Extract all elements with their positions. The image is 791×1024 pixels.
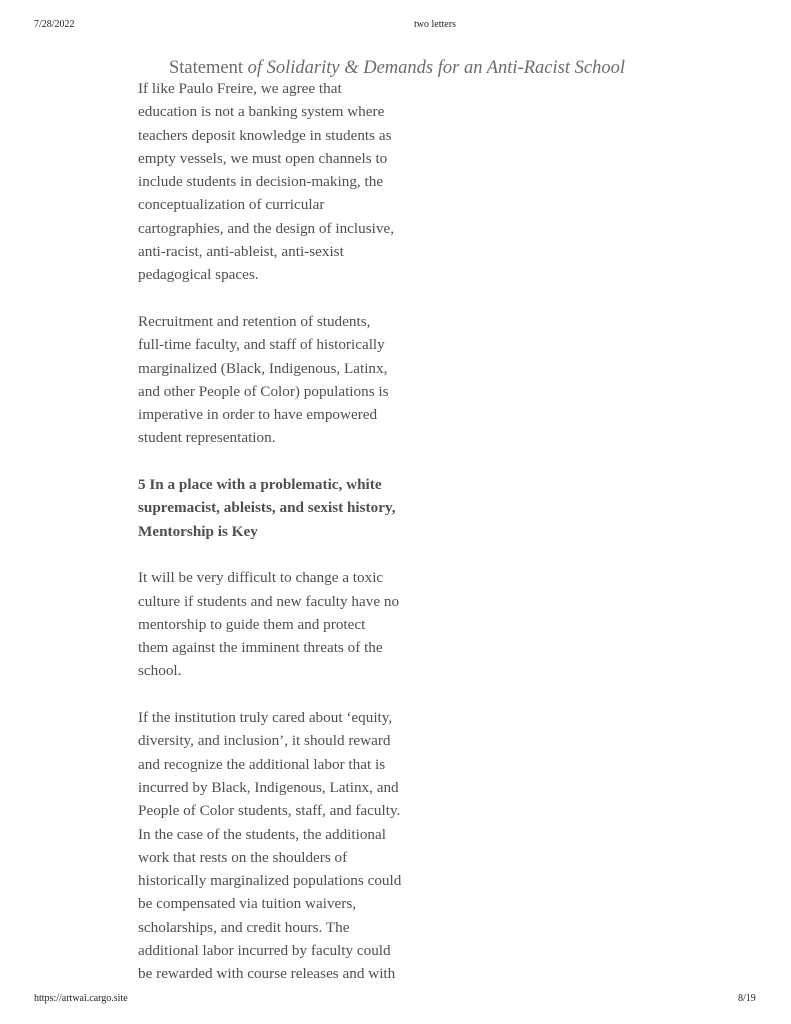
page-title <box>169 58 639 79</box>
title-part-solidarity: of Solidarity & <box>247 58 364 78</box>
heading-line: Mentorship is Key <box>138 522 258 540</box>
paragraph-line: additional labor incurred by faculty could <box>138 941 391 959</box>
section-heading-mentorship <box>138 473 438 543</box>
paragraph-line: full-time faculty, and staff of historically <box>138 336 385 354</box>
paragraph-line: It will be very difficult to change a toxic <box>138 569 384 587</box>
paragraph-line: them against the imminent threats of the <box>138 639 383 657</box>
paragraph-line: historically marginalized populations could <box>138 872 402 890</box>
paragraph-line: cartographies, and the design of inclusive, <box>138 219 394 237</box>
print-url[interactable]: https://artwai.cargo.site <box>34 993 128 1004</box>
paragraph-line: incurred by Black, Indigenous, Latinx, and <box>138 778 399 796</box>
paragraph-line: anti-racist, anti-ableist, anti-sexist <box>138 243 344 261</box>
paragraph-line: teachers deposit knowledge in students as <box>138 126 392 144</box>
paragraph-line: be rewarded with course releases and with <box>138 965 396 983</box>
paragraph-line: empty vessels, we must open channels to <box>138 149 388 167</box>
heading-line: 5 In a place with a problematic, white <box>138 476 382 494</box>
print-page-number: 8/19 <box>738 993 756 1004</box>
paragraph-line: culture if students and new faculty have no <box>138 592 400 610</box>
paragraph-line: school. <box>138 662 182 680</box>
title-part-statement: Statement <box>169 58 248 78</box>
paragraph-equity <box>138 706 438 986</box>
paragraph-line: diversity, and inclusion’, it should reward <box>138 732 391 750</box>
paragraph-line: scholarships, and credit hours. The <box>138 918 350 936</box>
paragraph-line: In the case of the students, the additional <box>138 825 386 843</box>
paragraph-recruitment <box>138 310 438 450</box>
paragraph-line: education is not a banking system where <box>138 103 385 121</box>
paragraph-line: If the institution truly cared about ‘equity, <box>138 709 393 727</box>
paragraph-freire <box>138 77 438 287</box>
paragraph-line: People of Color students, staff, and faculty. <box>138 802 401 820</box>
paragraph-line: mentorship to guide them and protect <box>138 615 366 633</box>
paragraph-line: Recruitment and retention of students, <box>138 312 371 330</box>
paragraph-line: conceptualization of curricular <box>138 196 325 214</box>
paragraph-line: imperative in order to have empowered <box>138 406 378 424</box>
paragraph-line: and other People of Color) populations is <box>138 382 389 400</box>
print-date: 7/28/2022 <box>34 19 75 30</box>
paragraph-line: work that rests on the shoulders of <box>138 848 348 866</box>
paragraph-line: be compensated via tuition waivers, <box>138 895 357 913</box>
paragraph-line: marginalized (Black, Indigenous, Latinx, <box>138 359 388 377</box>
heading-line: supremacist, ableists, and sexist history, <box>138 499 396 517</box>
paragraph-toxic-culture <box>138 566 438 682</box>
paragraph-line: pedagogical spaces. <box>138 266 259 284</box>
print-page-title: two letters <box>414 19 456 30</box>
paragraph-line: If like Paulo Freire, we agree that <box>138 80 342 97</box>
title-part-demands: Demands for an Anti-Racist School <box>363 58 625 78</box>
paragraph-line: and recognize the additional labor that is <box>138 755 386 773</box>
article-body <box>138 77 438 986</box>
paragraph-line: student representation. <box>138 429 276 447</box>
paragraph-line: include students in decision-making, the <box>138 173 384 191</box>
